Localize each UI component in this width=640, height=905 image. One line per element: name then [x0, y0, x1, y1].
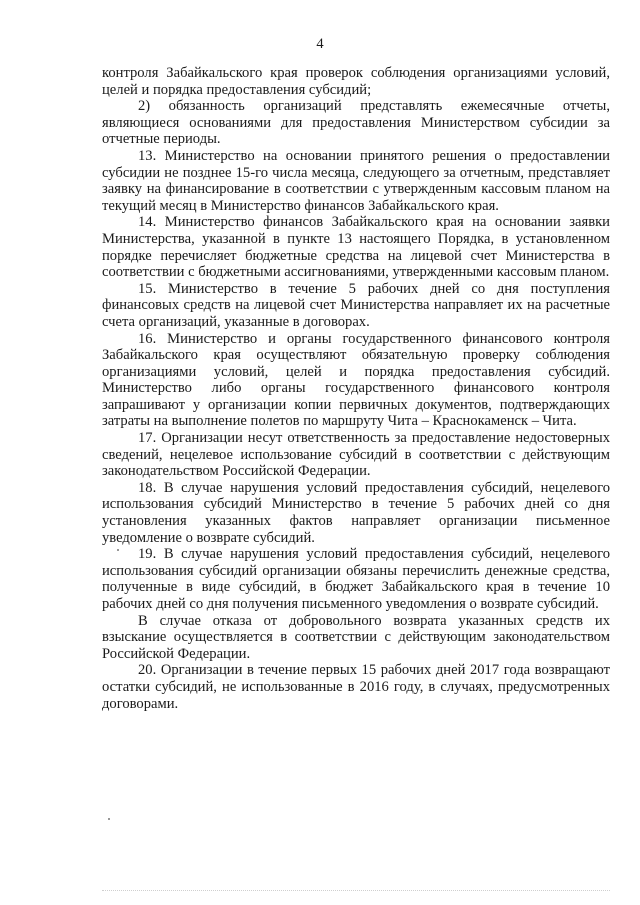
document-body — [102, 65, 610, 712]
scan-speck — [108, 818, 110, 820]
paragraph-19: 19. В случае нарушения условий предоставления субсидий, нецелевого использования субсидий организации обязаны перечислить денежные средства, полученные в виде субсидий, в бюджет Забайкальского края в течение 10 рабочих дней со дня получения письменного уведомления о возврате субсидий. — [102, 546, 610, 612]
paragraph-refusal: В случае отказа от добровольного возврата указанных средств их взыскание осуществляется в соответствии с действующим законодательством Российской Федерации. — [102, 612, 610, 662]
paragraph-17: 17. Организации несут ответственность за предоставление недостоверных сведений, нецелевое использование субсидий в соответствии с действующим законодательством Российской Федерации. — [102, 430, 610, 480]
scan-speck — [117, 549, 119, 551]
paragraph-20: 20. Организации в течение первых 15 рабочих дней 2017 года возвращают остатки субсидий, не использованные в 2016 году, в случаях, предусмотренных договорами. — [102, 662, 610, 712]
paragraph-14: 14. Министерство финансов Забайкальского края на основании заявки Министерства, указанной в пункте 13 настоящего Порядка, в установленном порядке перечисляет бюджетные средства на лицевой счет Министерства в соответствии с бюджетными ассигнованиями, утвержденными кассовым планом. — [102, 214, 610, 281]
paragraph-18: 18. В случае нарушения условий предоставления субсидий, нецелевого использования субсидий Министерство в течение 5 рабочих дней со дня установления указанных фактов направляет организации письменное уведомление о возврате субсидий. — [102, 479, 610, 546]
paragraph-15: 15. Министерство в течение 5 рабочих дней со дня поступления финансовых средств на лицевой счет Министерства направляет их на расчетные счета организаций, указанные в договорах. — [102, 280, 610, 330]
paragraph-13: 13. Министерство на основании принятого решения о предоставлении субсидии не позднее 15-го числа месяца, следующего за отчетным, представляет заявку на финансирование в соответствии с утвержденным кассовым планом на текущий месяц в Министерство финансов Забайкальского края. — [102, 147, 610, 214]
paragraph-item-2: 2) обязанность организаций представлять ежемесячные отчеты, являющиеся основаниями для предоставления Министерством субсидии за отчетные периоды. — [102, 98, 610, 148]
paragraph-16: 16. Министерство и органы государственного финансового контроля Забайкальского края осуществляют обязательную проверку соблюдения организациями условий, целей и порядка предоставления субсидий. Министерство либо органы государственного финансового контроля запрашивают у организации копии первичных документов, подтверждающих затраты на выполнение полетов по маршруту Чита – Краснокаменск – Чита. — [102, 330, 610, 430]
page-bottom-edge — [102, 890, 610, 891]
page-number: 4 — [316, 36, 324, 52]
paragraph-continuation: контроля Забайкальского края проверок соблюдения организациями условий, целей и порядка предоставления субсидий; — [102, 65, 610, 98]
